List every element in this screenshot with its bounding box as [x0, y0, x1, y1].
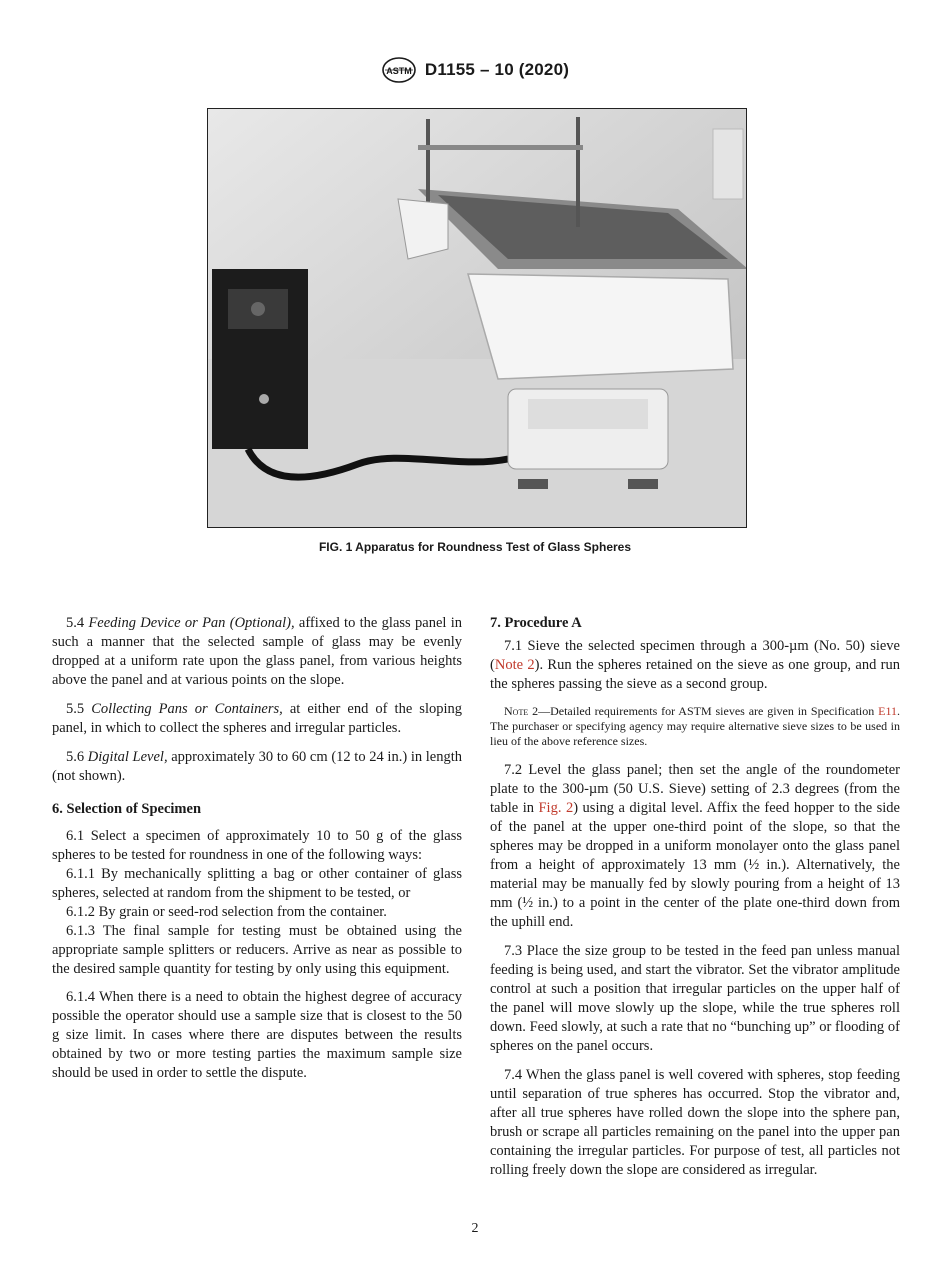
paragraph-5-5	[52, 700, 462, 738]
paragraph-number: 5.4	[66, 615, 85, 631]
paragraph-text: ). Run the spheres retained on the sieve as one group, and run the spheres passing the sieve as a second group.	[490, 657, 900, 692]
section-heading-6: 6. Selection of Specimen	[52, 801, 202, 817]
paragraph-7-4: 7.4 When the glass panel is well covered with spheres, stop feeding until separation of true spheres has occurred. Stop the vibrator and, after all true spheres have rolled down the slope into the sphere pan, brush or scrape all particles remaining on the panel into the upper pan containing the irregular particles. For purpose of test, all particles not rolling freely down the slope are considered as irregular.	[490, 1067, 900, 1178]
note-text: . The purchaser or specifying agency may require alternative sieve sizes to be used in lieu of the above reference sizes.	[490, 704, 900, 748]
right-column	[490, 614, 900, 1190]
note-2	[490, 704, 900, 749]
e11-link[interactable]: E11	[878, 704, 897, 718]
standard-designation: D1155 – 10 (2020)	[424, 60, 570, 79]
paragraph-number: 5.5	[66, 701, 85, 717]
paragraph-text: at either end of the sloping panel, in which to collect the spheres and irregular particles.	[52, 701, 463, 736]
astm-logo-icon	[381, 56, 417, 84]
paragraph-text: 7.2 Level the glass panel; then set the angle of the roundometer plate to the 300-µm (50 U.S. Sieve) setting of 2.3 degrees (from the table in	[490, 762, 900, 816]
defined-term: Collecting Pans or Containers,	[91, 701, 283, 717]
fig-2-link[interactable]: Fig. 2	[538, 800, 574, 816]
note-2-link[interactable]: Note 2	[494, 657, 535, 673]
paragraph-6-1-4: 6.1.4 When there is a need to obtain the highest degree of accuracy possible the operator should use a sample size that is closest to the 50 g size limit. In cases where there are disputes between the results obtained by two or more testing parties the maximum sample size should be used in order to settle the dispute.	[52, 989, 462, 1081]
paragraph-6-1-2: 6.1.2 By grain or seed-rod selection from the container.	[66, 904, 387, 920]
paragraph-7-2	[490, 761, 900, 932]
paragraph-5-6	[52, 748, 462, 786]
paragraph-number: 5.6	[66, 749, 85, 765]
paragraph-6-1-1: 6.1.1 By mechanically splitting a bag or other container of glass spheres, selected at random from the shipment to be tested, or	[52, 866, 462, 901]
paragraph-6-1-3: 6.1.3 The final sample for testing must be obtained using the appropriate sample splitters or reducers. Arrive as near as possible to the desired sample quantity for testing by only using this equipment.	[52, 923, 462, 977]
page-header	[0, 56, 950, 84]
paragraph-text: approximately 30 to 60 cm (12 to 24 in.) in length (not shown).	[52, 749, 463, 784]
paragraph-6-1: 6.1 Select a specimen of approximately 10 to 50 g of the glass spheres to be tested for roundness in one of the following ways:	[52, 828, 462, 863]
paragraph-7-1	[490, 637, 900, 694]
paragraph-text: ) using a digital level. Affix the feed hopper to the side of the panel at the upper one-third point of the slope, so that the spheres may be dropped in a uniform monolayer onto the glass panel from a height of approximately 13 mm (½ in.). Alternatively, the material may be manually fed by slowly pouring from a height of 13 mm (½ in.) to a point in the center of the plate one-third down from the uphill end.	[490, 800, 900, 930]
section-heading-7: 7. Procedure A	[490, 615, 582, 631]
apparatus-photo-drawing	[208, 109, 746, 527]
left-column	[52, 614, 462, 1093]
figure-caption: FIG. 1 Apparatus for Roundness Test of Glass Spheres	[318, 540, 632, 554]
paragraph-text: 7.1 Sieve the selected specimen through a 300-µm (No. 50) sieve (	[490, 638, 900, 673]
paragraph-text: affixed to the glass panel in such a manner that the selected sample of glass may be evenly dropped at a uniform rate upon the glass panel, from various heights above the panel and at various points on the slope.	[52, 615, 463, 688]
svg-text:ASTM: ASTM	[386, 66, 412, 76]
apparatus-photo	[207, 108, 747, 528]
page-number: 2	[471, 1221, 479, 1236]
note-text: 2—Detailed requirements for ASTM sieves are given in Specification	[528, 704, 879, 718]
defined-term: Digital Level,	[87, 749, 168, 765]
paragraph-5-4	[52, 614, 462, 690]
paragraph-7-3: 7.3 Place the size group to be tested in the feed pan unless manual feeding is being used, and start the vibrator. Set the vibrator amplitude control at such a position that irregular particles on the upper half of the panel will move slowly up the slope, while the true spheres roll down. Feed slowly, at such a rate that no “bunching up” or flooding of spheres on the panel occurs.	[490, 943, 900, 1054]
defined-term: Feeding Device or Pan (Optional),	[88, 615, 295, 631]
note-label: Note	[504, 704, 529, 718]
